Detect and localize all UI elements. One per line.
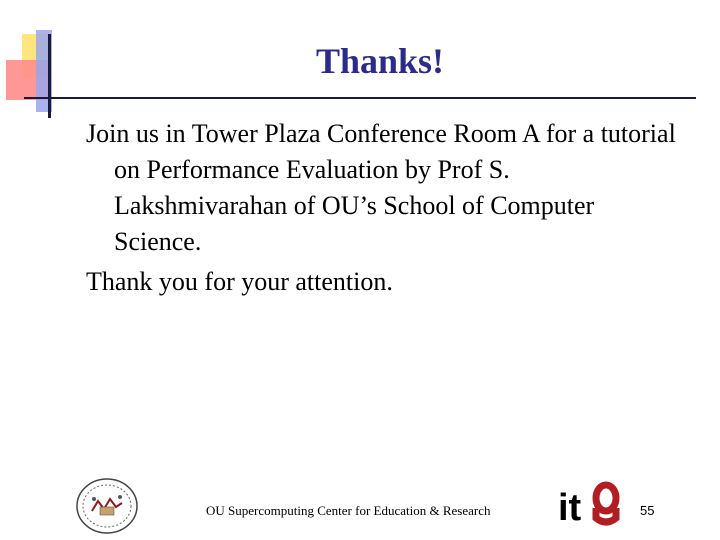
paragraph-thanks: Thank you for your attention.	[86, 267, 393, 296]
it-ou-logo-icon	[556, 480, 622, 526]
ou-monogram	[596, 485, 616, 522]
title-underline	[24, 97, 696, 99]
slide-title: Thanks!	[315, 41, 445, 81]
university-seal-icon	[74, 477, 140, 535]
vertical-rule	[48, 34, 51, 118]
page-number: 55	[640, 503, 655, 518]
logo-it-text: it	[558, 487, 582, 526]
paragraph-announcement: Join us in Tower Plaza Conference Room A for a tutorial on Performance Evaluation by Prof S. Lakshmivarahan of OU’s School of Computer Science.	[86, 119, 676, 256]
footer-organization: OU Supercomputing Center for Education & Research	[206, 503, 491, 518]
slide-body	[86, 116, 676, 304]
